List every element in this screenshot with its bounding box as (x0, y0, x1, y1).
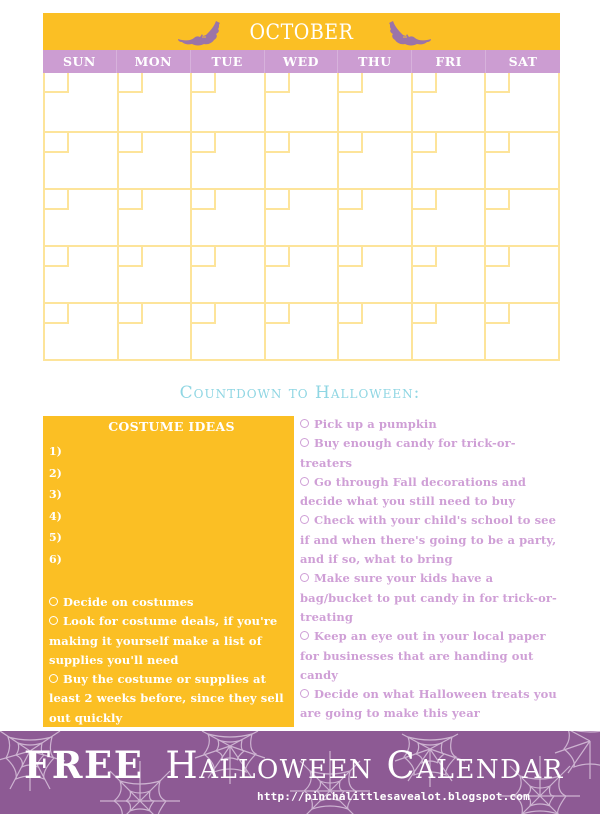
checklist-item-text: Look for costume deals, if you're making it yourself make a list of supplies you'll need (49, 614, 278, 667)
date-number-box (413, 190, 437, 210)
calendar-day-cell (192, 131, 266, 188)
checklist-item-text: Check with your child's school to see if and when there's going to be a party, and if so, what to bring (300, 513, 557, 567)
calendar-day-cell (266, 131, 340, 188)
checklist-item (300, 473, 562, 512)
date-number-box (45, 247, 69, 267)
date-number-box (266, 73, 290, 93)
checklist-item (300, 434, 562, 473)
calendar-day-cell (486, 302, 560, 359)
costume-idea-item: 3) (49, 488, 62, 501)
calendar-day-cell (413, 302, 487, 359)
calendar-day-cell (119, 188, 193, 245)
date-number-box (45, 190, 69, 210)
calendar-day-cell (413, 245, 487, 302)
weekday-wed: WED (265, 50, 339, 73)
calendar-day-cell (339, 302, 413, 359)
checklist-item-text: Decide on what Halloween treats you are going to make this year (300, 687, 557, 721)
calendar-day-cell (45, 188, 119, 245)
date-number-box (119, 133, 143, 153)
date-number-box (192, 304, 216, 324)
date-number-box (119, 190, 143, 210)
weekday-thu: THU (338, 50, 412, 73)
date-number-box (339, 133, 363, 153)
calendar-day-cell (413, 188, 487, 245)
costume-ideas-title: COSTUME IDEAS (108, 419, 235, 434)
calendar-day-cell (192, 245, 266, 302)
date-number-box (339, 190, 363, 210)
checklist-item (49, 670, 294, 728)
date-number-box (486, 190, 510, 210)
checkbox-circle-icon[interactable] (49, 674, 58, 683)
checkbox-circle-icon[interactable] (300, 438, 309, 447)
calendar-day-cell (266, 302, 340, 359)
checklist-item-text: Buy the costume or supplies at least 2 weeks before, since they sell out quickly (49, 672, 284, 725)
countdown-title: Countdown to Halloween: (179, 383, 421, 403)
calendar-day-cell (413, 73, 487, 131)
date-number-box (192, 190, 216, 210)
checklist-item (300, 569, 562, 627)
checklist-item (300, 511, 562, 569)
bat-icon (385, 19, 433, 47)
costume-ideas-list (49, 442, 294, 571)
calendar-day-cell (119, 245, 193, 302)
checklist-item (300, 415, 562, 434)
costume-ideas-box (43, 416, 294, 727)
calendar-day-cell (486, 188, 560, 245)
date-number-box (192, 133, 216, 153)
date-number-box (339, 73, 363, 93)
calendar-day-cell (45, 302, 119, 359)
month-header (43, 13, 560, 50)
costume-idea-item: 6) (49, 552, 62, 566)
checkbox-circle-icon[interactable] (300, 573, 309, 582)
date-number-box (413, 304, 437, 324)
date-number-box (119, 73, 143, 93)
checkbox-circle-icon[interactable] (49, 616, 58, 625)
banner-title (24, 743, 564, 787)
calendar-day-cell (339, 73, 413, 131)
checklist-item-text: Make sure your kids have a bag/bucket to put candy in for trick-or-treating (300, 571, 557, 624)
calendar-day-cell (45, 131, 119, 188)
date-number-box (486, 133, 510, 153)
checkbox-circle-icon[interactable] (300, 419, 309, 428)
calendar-day-cell (339, 188, 413, 245)
costume-idea-item: 2) (49, 466, 62, 480)
blog-url-link[interactable]: http://pinchalittlesavealot.blogspot.com (257, 790, 530, 803)
calendar-day-cell (266, 188, 340, 245)
banner-free-label: FREE (24, 743, 144, 787)
checklist-item-text: Keep an eye out in your local paper for businesses that are handing out candy (300, 629, 546, 682)
calendar (43, 13, 560, 361)
calendar-day-cell (413, 131, 487, 188)
date-number-box (339, 304, 363, 324)
checklist-item-text: Buy enough candy for trick-or-treaters (300, 436, 516, 470)
costume-idea-item: 1) (49, 445, 62, 458)
bat-icon (176, 19, 224, 47)
date-number-box (45, 304, 69, 324)
date-number-box (119, 304, 143, 324)
checklist-item (300, 685, 562, 724)
date-number-box (413, 133, 437, 153)
calendar-day-cell (45, 73, 119, 131)
date-number-box (192, 247, 216, 267)
costume-idea-item: 4) (49, 509, 62, 523)
checkbox-circle-icon[interactable] (49, 597, 58, 606)
month-title: OCTOBER (249, 18, 354, 45)
checkbox-circle-icon[interactable] (300, 631, 309, 640)
halloween-checklist (300, 415, 562, 724)
date-number-box (339, 247, 363, 267)
date-number-box (486, 304, 510, 324)
checklist-item-text: Pick up a pumpkin (314, 417, 437, 431)
calendar-day-cell (192, 302, 266, 359)
costume-task-list (49, 593, 294, 728)
costume-idea-item: 5) (49, 531, 62, 544)
calendar-day-cell (486, 131, 560, 188)
date-number-box (486, 73, 510, 93)
checkbox-circle-icon[interactable] (300, 515, 309, 524)
calendar-day-cell (486, 245, 560, 302)
calendar-day-cell (339, 245, 413, 302)
date-number-box (266, 190, 290, 210)
checklist-item (300, 627, 562, 685)
weekday-tue: TUE (191, 50, 265, 73)
date-number-box (486, 247, 510, 267)
date-number-box (413, 73, 437, 93)
date-number-box (45, 133, 69, 153)
checklist-item (49, 593, 294, 612)
calendar-grid (43, 73, 560, 361)
date-number-box (266, 247, 290, 267)
weekday-sun: SUN (43, 50, 117, 73)
checklist-item-text: Decide on costumes (63, 595, 194, 609)
checkbox-circle-icon[interactable] (300, 477, 309, 486)
calendar-day-cell (486, 73, 560, 131)
date-number-box (192, 73, 216, 93)
date-number-box (266, 304, 290, 324)
date-number-box (45, 73, 69, 93)
calendar-day-cell (192, 73, 266, 131)
calendar-day-cell (45, 245, 119, 302)
weekday-header (43, 50, 560, 73)
weekday-mon: MON (117, 50, 191, 73)
calendar-day-cell (119, 131, 193, 188)
calendar-day-cell (266, 73, 340, 131)
calendar-day-cell (266, 245, 340, 302)
calendar-day-cell (119, 73, 193, 131)
checklist-item (49, 612, 294, 670)
weekday-fri: FRI (412, 50, 486, 73)
calendar-day-cell (339, 131, 413, 188)
date-number-box (119, 247, 143, 267)
footer-banner (0, 731, 600, 814)
banner-title-text: Halloween Calendar (165, 744, 564, 787)
checkbox-circle-icon[interactable] (300, 689, 309, 698)
checklist-item-text: Go through Fall decorations and decide what you still need to buy (300, 474, 527, 509)
calendar-day-cell (192, 188, 266, 245)
calendar-day-cell (119, 302, 193, 359)
date-number-box (413, 247, 437, 267)
weekday-sat: SAT (508, 54, 538, 69)
date-number-box (266, 133, 290, 153)
